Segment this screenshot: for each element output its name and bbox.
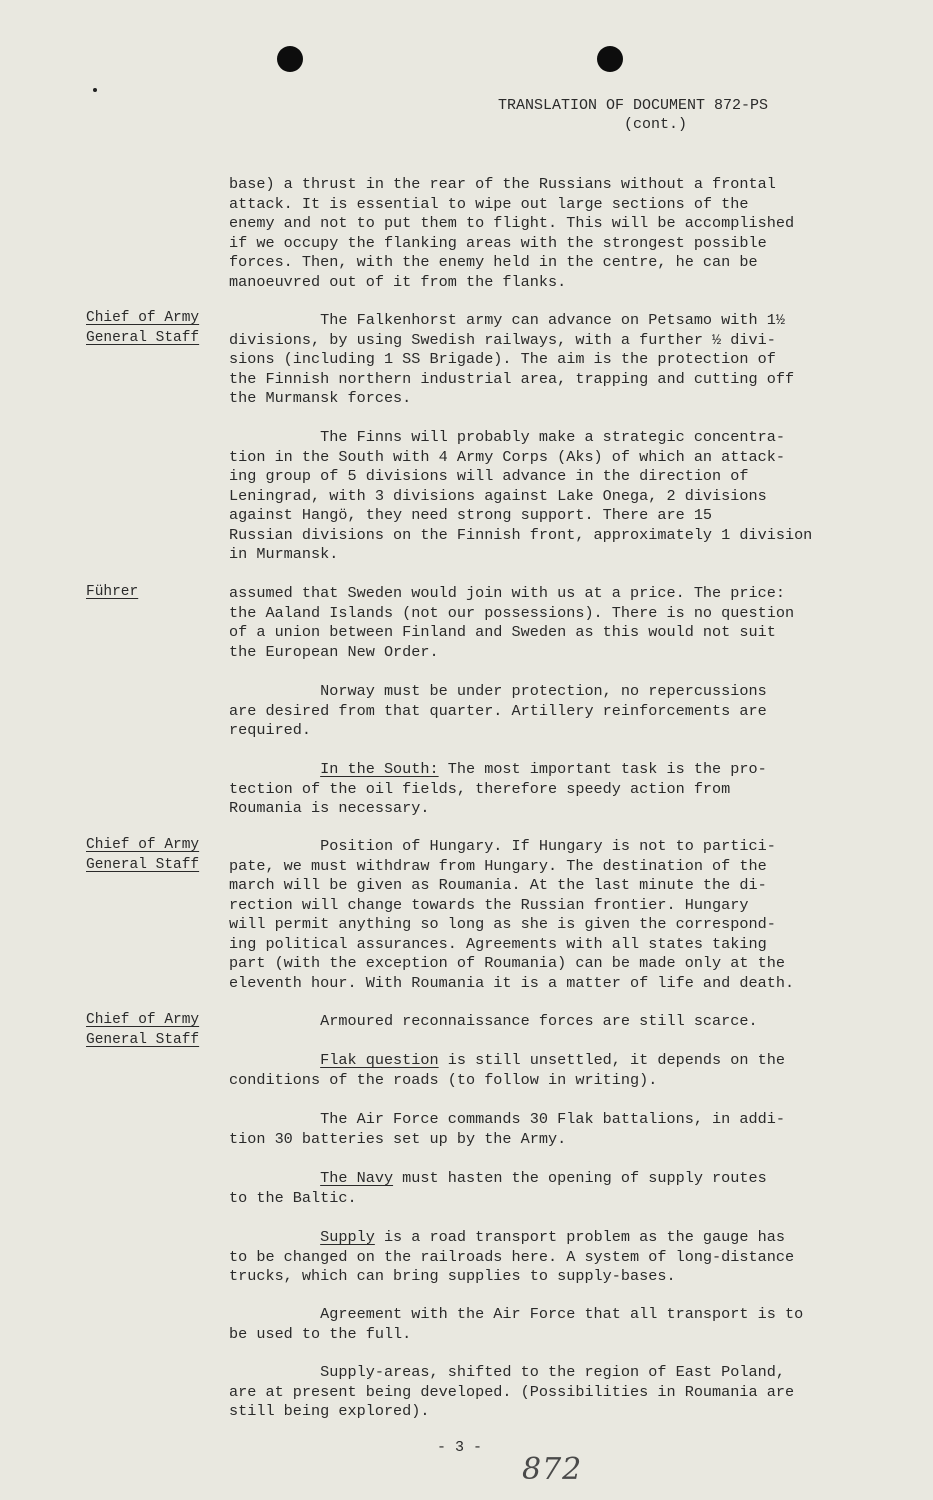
paragraph-agreement: Agreement with the Air Force that all transport is to be used to the full. (229, 1305, 804, 1343)
punch-hole-left (277, 46, 303, 72)
paragraph-south (229, 760, 859, 819)
paragraph-flak-text: is still unsettled, it depends on the conditions of the roads (to follow in writing). (229, 1051, 785, 1089)
paragraph-frontal-attack: base) a thrust in the rear of the Russians without a frontal attack. It is essential to wipe out large sections of the enemy and not to put them to flight. This will be accomplished if we occupy the flanking areas with the strongest possible forces. Then, with the enemy held in the centre, he can be manoeuvred out of it from the flanks. (229, 175, 795, 291)
paragraph-navy-text: must hasten the opening of supply routes to the Baltic. (229, 1169, 767, 1207)
paragraph-supply-areas: Supply-areas, shifted to the region of East Poland, are at present being developed. (Possibilities in Roumania are still being explored). (229, 1363, 795, 1420)
underlined-lead-navy: The Navy (320, 1169, 394, 1187)
header-title: TRANSLATION OF DOCUMENT 872-PS (498, 97, 769, 114)
paragraph-hungary: Position of Hungary. If Hungary is not to partici- pate, we must withdraw from Hungary. The destination of the march will be given as Roumania. At the last minute the di- rection will change towards the Russian frontier. Hungary will permit anything so long as she is given the correspond- ing political assurances. Agreements with all states taking part (with the exception of Roumania) can be made only at the eleventh hour. With Roumania it is a matter of life and death. (229, 837, 795, 992)
underlined-lead-flak: Flak question (320, 1051, 439, 1069)
margin-label-chief-2: Chief of Army General Staff (86, 837, 200, 873)
paragraph-supply-text: is a road transport problem as the gauge has to be changed on the railroads here. A system of long-distance trucks, which can bring supplies to supply-bases. (229, 1228, 795, 1285)
page-number: - 3 - (437, 1439, 483, 1456)
handwritten-document-number: 872 (522, 1452, 583, 1487)
paragraph-sweden: assumed that Sweden would join with us at a price. The price: the Aaland Islands (not our possessions). There is no question of a union between Finland and Sweden as this would not suit the European New Order. (229, 584, 795, 661)
paragraph-norway: Norway must be under protection, no repercussions are desired from that quarter. Artillery reinforcements are required. (229, 682, 767, 739)
margin-label-chief-3: Chief of Army General Staff (86, 1012, 200, 1048)
document-header (498, 96, 798, 134)
margin-label-chief-1: Chief of Army General Staff (86, 310, 200, 346)
paragraph-air-force: The Air Force commands 30 Flak battalions, in addi- tion 30 batteries set up by the Army. (229, 1110, 785, 1148)
paragraph-flak (229, 1051, 859, 1090)
header-cont: (cont.) (624, 116, 688, 133)
ink-speck (93, 88, 97, 92)
margin-label-fuhrer: Führer (86, 584, 139, 600)
underlined-lead-south: In the South: (320, 760, 439, 778)
paragraph-supply (229, 1228, 859, 1287)
underlined-lead-supply: Supply (320, 1228, 375, 1246)
punch-hole-right (597, 46, 623, 72)
paragraph-armoured: Armoured reconnaissance forces are still scarce. (229, 1012, 758, 1030)
paragraph-south-text: The most important task is the pro- tection of the oil fields, therefore speedy action from Roumania is necessary. (229, 760, 767, 817)
paragraph-finns: The Finns will probably make a strategic concentra- tion in the South with 4 Army Corps (Aks) of which an attack- ing group of 5 divisions will advance in the direction of Leningrad, with 3 divisions against Lake Onega, 2 divisions against Hangö, they need strong support. There are 15 Russian divisions on the Finnish front, approximately 1 division in Murmansk. (229, 428, 813, 563)
paragraph-navy (229, 1169, 859, 1208)
paragraph-falkenhorst: The Falkenhorst army can advance on Petsamo with 1½ divisions, by using Swedish railways, with a further ½ divi- sions (including 1 SS Brigade). The aim is the protection of the Finnish northern industrial area, trapping and cutting off the Murmansk forces. (229, 311, 795, 407)
